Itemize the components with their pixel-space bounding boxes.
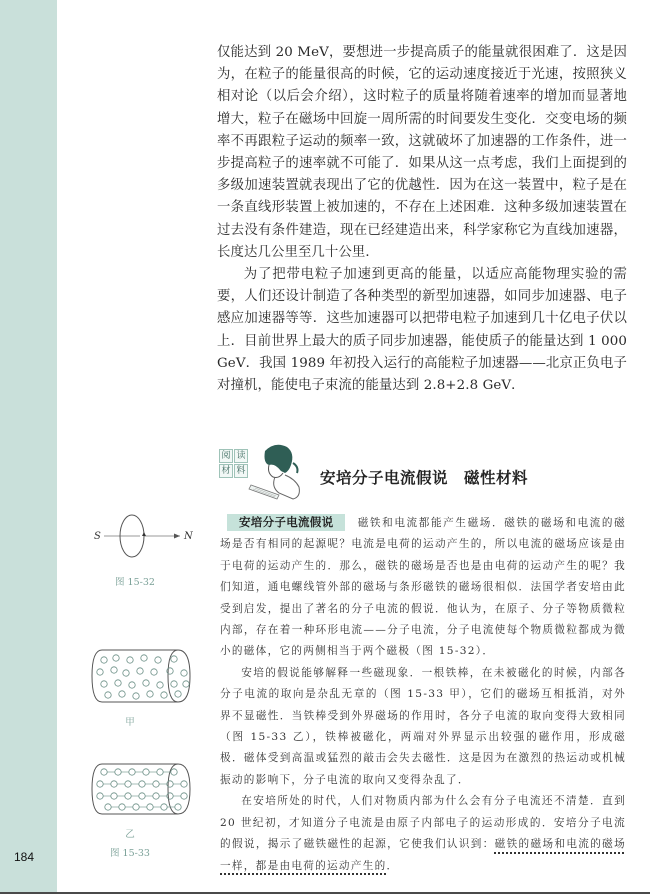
page-margin-sidebar [0,0,57,892]
fig-15-32-molecular-current-loop [88,508,198,564]
badge-char: 阅 [219,449,233,463]
paragraph-ampere-hypothesis [220,513,626,663]
fig-15-33a-label: 甲 [125,717,135,728]
subheading-ampere-hypothesis: 安培分子电流假说 [227,514,345,531]
fig-15-33a-random-currents [90,648,200,704]
reading-girl-illustration-icon [245,441,305,507]
badge-char: 料 [234,464,248,478]
top-text-block [217,42,627,397]
fig-15-33b-aligned-currents [90,762,200,816]
pole-n-label: N [184,531,193,542]
badge-char: 读 [234,449,248,463]
badge-char: 材 [219,464,233,478]
reading-body [220,513,626,877]
paragraph-text: 在安培所处的时代，人们对物质内部为什么会有分子电流还不清楚．直到 20 世纪初，才知道分子电流是由原子内部电子的运动形成的．安培分子电流的假说，揭示了磁铁磁性的起源，它使我们认识到： [220,795,626,851]
emphasized-conclusion: 磁铁的磁场和电流的磁场一样，都是由电荷的运动产生的 [220,838,626,872]
paragraph-conclusion [220,791,626,877]
paragraph-magnetization: 安培的假说能够解释一些磁现象．一根铁棒，在未被磁化的时候，内部各分子电流的取向是杂乱无章的（图 15-33 甲），它们的磁场互相抵消，对外界不显磁性．当铁棒受到外界磁场的作用时，各分子电流的取向变得大致相同（图 15-33 乙），铁棒被磁化，两端对外界显示出较强的磁作用，形成磁极．磁体受到高温或猛烈的敲击会失去磁性．这是因为在激烈的热运动或机械振动的影响下，分子电流的取向又变得杂乱了． [220,666,626,786]
paragraph-new-accelerators: 为了把带电粒子加速到更高的能量，以适应高能物理实验的需要，人们还设计制造了各种类型的新型加速器，如同步加速器、电子感应加速器等等．这些加速器可以把带电粒子加速到几十亿电子伏以上．目前世界上最大的质子同步加速器，能使质子的能量达到 1 000 GeV．我国 1989 年初投入运行的高能粒子加速器——北京正负电子对撞机，能使电子束流的能量达到 2.8+2.8 GeV． [217,267,627,394]
fig-15-32-caption: 图 15-32 [115,577,155,588]
paragraph-text: 磁铁和电流都能产生磁场．磁铁的磁场和电流的磁场是否有相同的起源呢？电流是电荷的运动产生的，所以电流的磁场应该是由于电荷的运动产生的．那么，磁铁的磁场是否也是由电荷的运动产生的呢？我们知道，通电螺线管外部的磁场与条形磁铁的磁场很相似．法国学者安培由此受到启发，提出了著名的分子电流的假说．他认为，在原子、分子等物质微粒内部，存在着一种环形电流——分子电流，分子电流使每个物质微粒都成为微小的磁体，它的两侧相当于两个磁极（图 15-32）． [220,517,626,658]
fig-15-33-caption: 图 15-33 [110,848,150,859]
pole-s-label: S [94,531,101,542]
page-number: 184 [14,850,35,864]
section-title: 安培分子电流假说 磁性材料 [320,469,529,487]
paragraph-end: ． [386,859,399,872]
fig-15-33b-label: 乙 [125,829,135,840]
paragraph-accelerator-limits: 仅能达到 20 MeV，要想进一步提高质子的能量就很困难了．这是因为，在粒子的能量很高的时候，它的运动速度接近于光速，按照狭义相对论（以后会介绍），这时粒子的质量将随着速率的增加而显著地增大，粒子在磁场中回旋一周所需的时间要发生变化．交变电场的频率不再跟粒子运动的频率一致，这就破坏了加速器的工作条件，进一步提高粒子的速率就不可能了．如果从这一点考虑，我们上面提到的多级加速装置就表现出了它的优越性．因为在这一装置中，粒子是在一条直线形装置上被加速的，不存在上述困难．这种多级加速装置在过去没有条件建造，现在已经建造出来，科学家称它为直线加速器，长度达几公里至几十公里． [217,45,627,260]
